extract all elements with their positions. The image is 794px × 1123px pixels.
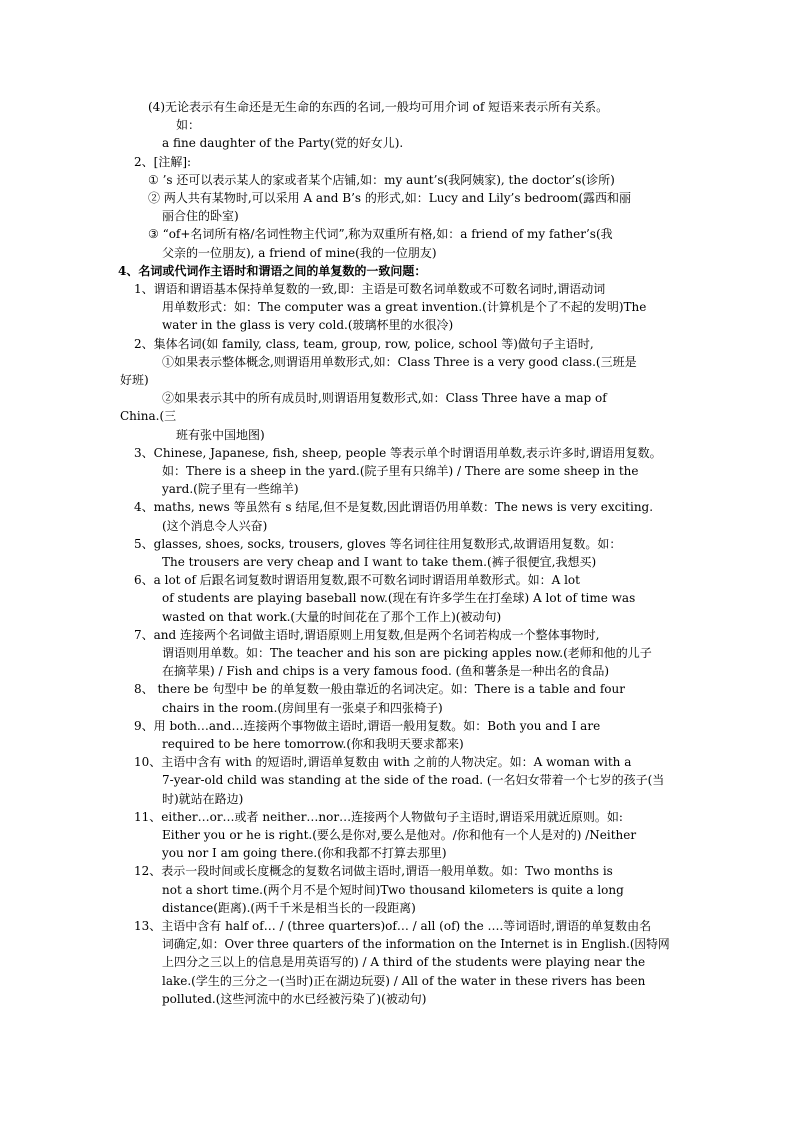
text-line: ① ’s 还可以表示某人的家或者某个店铺,如：my aunt’s(我阿姨家), the doctor’s(诊所) <box>148 172 615 187</box>
text-line: 4、maths, news 等虽然有 s 结尾,但不是复数,因此谓语仍用单数：The news is very exciting. <box>134 500 654 515</box>
text-line: yard.(院子里有一些绵羊) <box>162 482 299 497</box>
text-line: (这个消息令人兴奋) <box>162 518 268 533</box>
text-line: 父亲的一位朋友), a friend of mine(我的一位朋友) <box>162 245 437 260</box>
text-line: you nor I am going there.(你和我都不打算去那里) <box>162 846 447 861</box>
text-line: 13、主语中含有 half of… / (three quarters)of… / all (of) the ….等词语时,谓语的单复数由名 <box>134 919 652 933</box>
text-line: ②如果表示其中的所有成员时,则谓语用复数形式,如：Class Three have a map of <box>162 391 607 406</box>
text-line: 如： <box>176 118 201 133</box>
text-line: 班有张中国地图) <box>176 427 265 442</box>
text-line: 7-year-old child was standing at the side of the road. (一名妇女带着一个七岁的孩子(当 <box>162 773 665 788</box>
text-line: 2、[注解]: <box>134 154 192 169</box>
text-line: 3、Chinese, Japanese, fish, sheep, people 等表示单个时谓语用单数,表示许多时,谓语用复数。 <box>134 445 662 460</box>
text-line: 上四分之三以上的信息是用英语写的) / A third of the students were playing near the <box>162 955 646 970</box>
text-line: 用单数形式：如：The computer was a great invention.(计算机是个了不起的发明)The <box>162 300 647 315</box>
text-line: 12、表示一段时间或长度概念的复数名词做主语时,谓语一般用单数。如：Two months is <box>134 864 613 879</box>
text-line: distance(距离).(两千千米是相当长的一段距离) <box>162 900 416 915</box>
text-line: ③ “of+名词所有格/名词性物主代词”,称为双重所有格,如：a friend of my father’s(我 <box>148 227 613 242</box>
text-line: Either you or he is right.(要么是你对,要么是他对。/你和他有一个人是对的) /Neither <box>162 828 637 842</box>
text-line: chairs in the room.(房间里有一张桌子和四张椅子) <box>162 700 443 715</box>
text-line: a fine daughter of the Party(党的好女儿). <box>162 136 404 151</box>
text-line: not a short time.(两个月不是个短时间)Two thousand kilometers is quite a long <box>162 882 624 897</box>
text-line: lake.(学生的三分之一(当时)正在湖边玩耍) / All of the water in these rivers has been <box>162 973 646 988</box>
text-line: polluted.(这些河流中的水已经被污染了)(被动句) <box>162 991 427 1006</box>
text-line: 时)就站在路边) <box>162 791 244 806</box>
text-line: 8、 there be 句型中 be 的单复数一般由靠近的名词决定。如：There is a table and four <box>134 682 625 697</box>
text-line: 6、a lot of 后跟名词复数时谓语用复数,跟不可数名词时谓语用单数形式。如：A lot <box>134 573 580 588</box>
text-line: 在摘苹果) / Fish and chips is a very famous food. (鱼和薯条是一种出名的食品) <box>162 664 609 679</box>
text-line: 9、用 both…and…连接两个事物做主语时,谓语一般用复数。如：Both you and I are <box>134 718 601 733</box>
text-line: The trousers are very cheap and I want to take them.(裤子很便宜,我想买) <box>162 555 597 569</box>
text-line: 词确定,如：Over three quarters of the information on the Internet is in English.(因特网 <box>162 937 670 952</box>
text-line: ② 两人共有某物时,可以采用 A and B’s 的形式,如：Lucy and Lily’s bedroom(露西和丽 <box>148 191 632 205</box>
text-line: 1、谓语和谓语基本保持单复数的一致,即：主语是可数名词单数或不可数名词时,谓语动词 <box>134 282 606 296</box>
text-line: China.(三 <box>120 409 177 424</box>
text-line: of students are playing baseball now.(现在有许多学生在打垒球) A lot of time was <box>162 591 636 606</box>
text-line: 好班) <box>120 373 149 387</box>
text-line: 7、and 连接两个名词做主语时,谓语原则上用复数,但是两个名词若构成一个整体事物时, <box>134 627 600 642</box>
text-line: 5、glasses, shoes, socks, trousers, gloves 等名词往往用复数形式,故谓语用复数。如： <box>134 536 622 551</box>
text-line: 丽合住的卧室) <box>162 209 239 224</box>
text-line: (4)无论表示有生命还是无生命的东西的名词,一般均可用介词 of 短语来表示所有关系。 <box>148 100 609 114</box>
text-line: ①如果表示整体概念,则谓语用单数形式,如：Class Three is a very good class.(三班是 <box>162 354 637 369</box>
text-line: wasted on that work.(大量的时间花在了那个工作上)(被动句) <box>162 609 502 624</box>
text-line: 10、主语中含有 with 的短语时,谓语单复数由 with 之前的人物决定。如：A woman with a <box>134 755 632 770</box>
text-line: 11、either…or…或者 neither…nor…连接两个人物做句子主语时,谓语采用就近原则。如: <box>134 809 623 824</box>
text-line: required to be here tomorrow.(你和我明天要求都来) <box>162 737 464 751</box>
text-line: water in the glass is very cold.(玻璃杯里的水很冷) <box>162 318 454 333</box>
text-line: 谓语则用单数。如：The teacher and his son are picking apples now.(老师和他的儿子 <box>162 646 652 660</box>
text-line: 如：There is a sheep in the yard.(院子里有只绵羊) / There are some sheep in the <box>162 464 639 478</box>
text-line: 2、集体名词(如 family, class, team, group, row, police, school 等)做句子主语时, <box>134 336 594 351</box>
text-line: 4、名词或代词作主语时和谓语之间的单复数的一致问题： <box>118 263 427 278</box>
